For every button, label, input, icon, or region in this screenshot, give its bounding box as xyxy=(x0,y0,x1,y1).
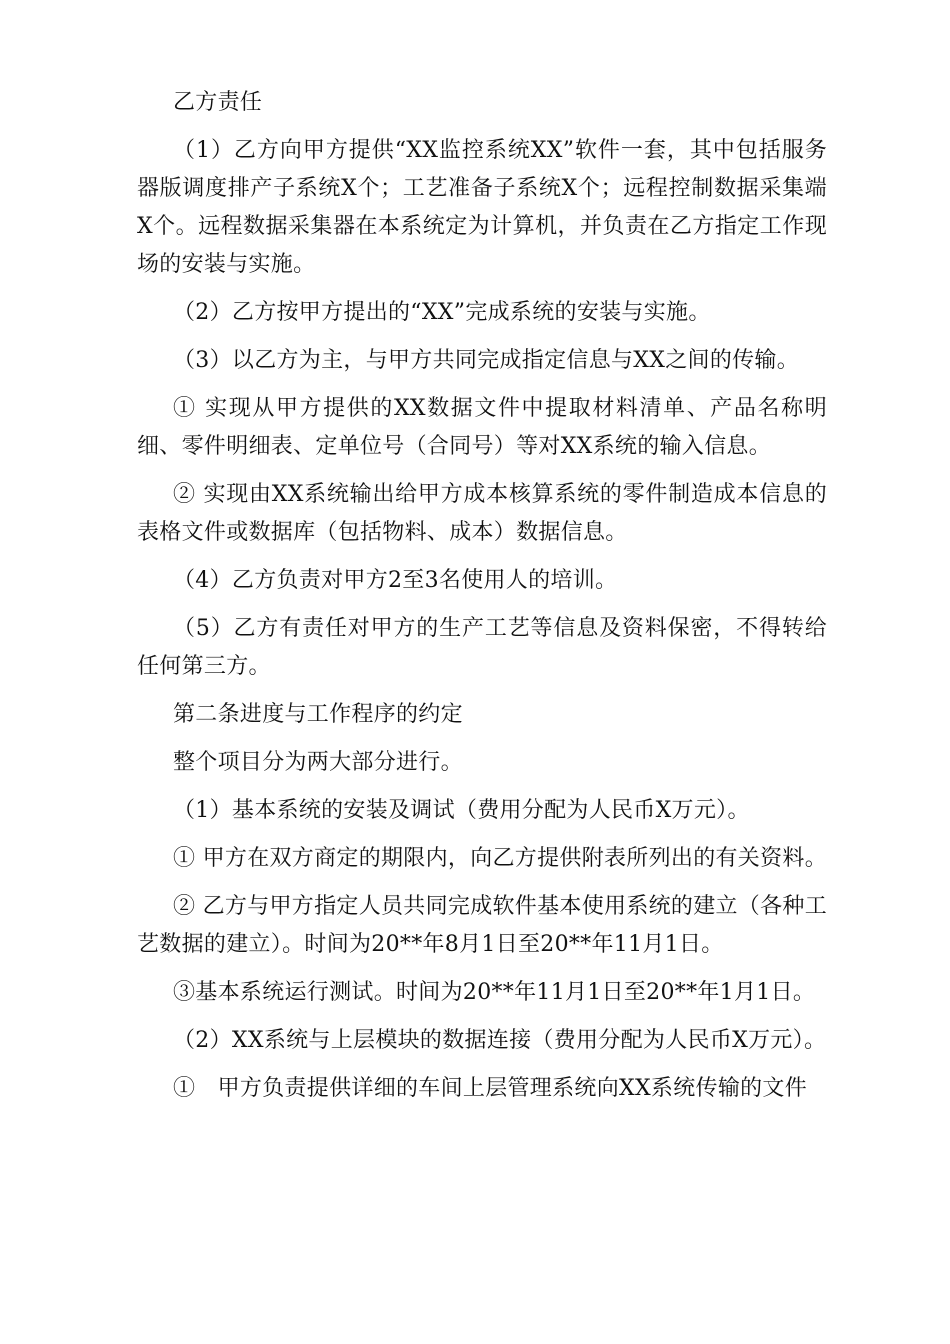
paragraph-item-5: （5）乙方有责任对甲方的生产工艺等信息及资料保密，不得转给任何第三方。 xyxy=(137,616,827,679)
paragraph-phase-1: （1）基本系统的安装及调试（费用分配为人民币X万元）。 xyxy=(173,798,750,823)
paragraph-subitem-3-1: ① 实现从甲方提供的XX数据文件中提取材料清单、产品名称明细、零件明细表、定单位号（合同号）等对XX系统的输入信息。 xyxy=(137,396,827,459)
paragraph-subitem-3-2: ② 实现由XX系统输出给甲方成本核算系统的零件制造成本信息的表格文件或数据库（包括物料、成本）数据信息。 xyxy=(137,482,827,545)
section-heading-party-b: 乙方责任 xyxy=(173,90,263,115)
paragraph-item-4: （4）乙方负责对甲方2至3名使用人的培训。 xyxy=(173,568,618,593)
section-heading-article-2: 第二条进度与工作程序的约定 xyxy=(173,702,463,727)
paragraph-phase-1-step-2: ② 乙方与甲方指定人员共同完成软件基本使用系统的建立（各种工艺数据的建立）。时间为20**年8月1日至20**年11月1日。 xyxy=(137,894,827,957)
paragraph-phase-1-step-1: ① 甲方在双方商定的期限内，向乙方提供附表所列出的有关资料。 xyxy=(173,846,827,871)
paragraph-item-3: （3）以乙方为主，与甲方共同完成指定信息与XX之间的传输。 xyxy=(173,348,800,373)
paragraph-item-1: （1）乙方向甲方提供“XX监控系统XX”软件一套，其中包括服务器版调度排产子系统X个；工艺准备子系统X个；远程控制数据采集端X个。远程数据采集器在本系统定为计算机，并负责在乙方指定工作现场的安装与实施。 xyxy=(137,138,827,277)
paragraph-project-overview: 整个项目分为两大部分进行。 xyxy=(173,750,463,775)
paragraph-phase-2: （2）XX系统与上层模块的数据连接（费用分配为人民币X万元）。 xyxy=(173,1028,827,1053)
document-body xyxy=(137,84,827,1118)
paragraph-phase-2-step-1: ① 甲方负责提供详细的车间上层管理系统向XX系统传输的文件 xyxy=(173,1076,808,1101)
paragraph-phase-1-step-3: ③基本系统运行测试。时间为20**年11月1日至20**年1月1日。 xyxy=(173,980,816,1005)
paragraph-item-2: （2）乙方按甲方提出的“XX”完成系统的安装与实施。 xyxy=(173,300,711,325)
